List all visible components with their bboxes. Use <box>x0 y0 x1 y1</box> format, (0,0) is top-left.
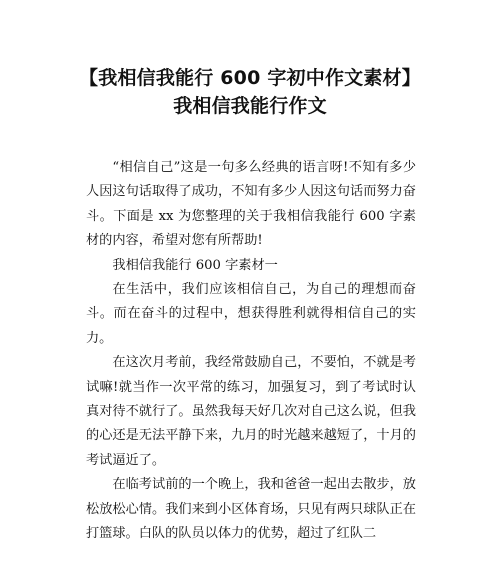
body-paragraph: 在临考试前的一个晚上，我和爸爸一起出去散步，放松放松心情。我们来到小区体育场，只见有两只球队正在打篮球。白队的队员以体力的优势，超过了红队二 <box>86 477 416 542</box>
title-block <box>40 64 460 120</box>
intro-paragraph: “相信自己”这是一句多么经典的语言呀!不知有多少人因这句话取得了成功，不知有多少人因这句话而努力奋斗。下面是 xx 为您整理的关于我相信我能行 600 字素材的内容，希望对您有所帮助! <box>86 160 416 249</box>
section-heading: 我相信我能行 600 字素材一 <box>112 257 278 273</box>
article-body <box>86 156 416 547</box>
page-subtitle: 我相信我能行作文 <box>173 95 327 117</box>
page-title: 【我相信我能行 600 字初中作文素材】 <box>79 67 421 89</box>
body-paragraph: 在这次月考前，我经常鼓励自己，不要怕，不就是考试嘛!就当作一次平常的练习，加强复习，到了考试时认真对待不就行了。虽然我每天好几次对自己这么说，但我的心还是无法平静下来，九月的时光越来越短了，十月的考试逼近了。 <box>86 355 416 468</box>
body-paragraph: 在生活中，我们应该相信自己，为自己的理想而奋斗。而在奋斗的过程中，想获得胜利就得相信自己的实力。 <box>86 282 416 346</box>
